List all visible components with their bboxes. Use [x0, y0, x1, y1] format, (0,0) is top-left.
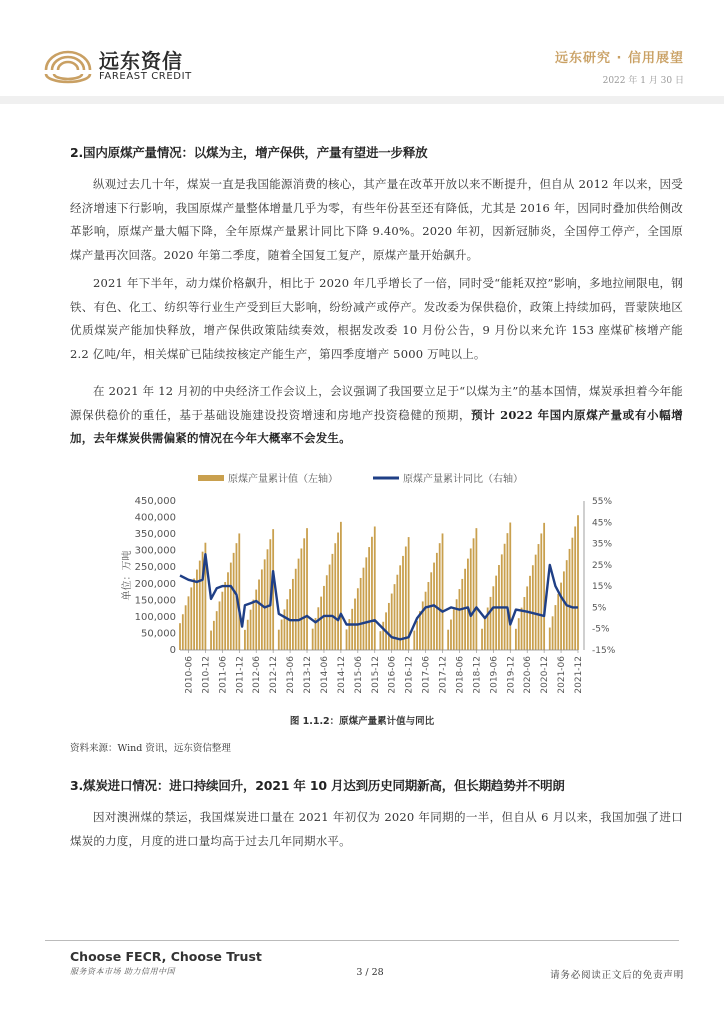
section-2-paragraph-3 — [70, 380, 683, 451]
bar — [371, 537, 373, 650]
x-tick-label: 2015-12 — [370, 656, 381, 694]
bar — [190, 587, 192, 650]
bar — [459, 589, 461, 650]
x-tick-label: 2018-06 — [455, 656, 466, 694]
bar — [250, 610, 252, 650]
bar — [247, 620, 249, 650]
bar — [340, 522, 342, 650]
bar — [264, 559, 266, 650]
bar — [416, 621, 418, 650]
bar — [182, 614, 184, 650]
x-tick-label: 2011-06 — [218, 656, 229, 694]
y-left-axis-title: 单位：万吨 — [122, 550, 133, 601]
bar — [363, 568, 365, 650]
bar — [515, 629, 517, 650]
y-left-tick-label: 200,000 — [134, 578, 176, 590]
bar — [188, 596, 190, 650]
bar — [233, 553, 235, 650]
bar — [504, 544, 506, 650]
bar — [532, 565, 534, 650]
x-tick-label: 2019-12 — [506, 656, 517, 694]
paragraph-text: 在 2021 年 12 月初的中央经济工作会议上，会议强调了我国要立足于“以煤为主”的基本国情，煤炭承担着今年能源保供稳价的重任，基于基础设施建设投资增速和房地产投资稳健的预期， — [70, 384, 683, 422]
bar — [518, 618, 520, 650]
bar — [300, 548, 302, 650]
bar — [453, 609, 455, 650]
y-left-tick-label: 150,000 — [134, 595, 176, 607]
bar — [255, 590, 257, 650]
y-left-tick-label: 250,000 — [134, 562, 176, 574]
bar — [320, 597, 322, 650]
x-tick-label: 2020-12 — [540, 656, 551, 694]
bar — [219, 601, 221, 650]
brand-name-en: FAREAST CREDIT — [99, 71, 192, 82]
y-right-tick-label: 35% — [592, 539, 613, 550]
bar — [394, 584, 396, 650]
brand-name-cn: 远东资信 — [99, 49, 183, 73]
bar — [332, 554, 334, 650]
bar — [470, 548, 472, 650]
bar — [509, 523, 511, 650]
bar — [351, 609, 353, 650]
bar — [323, 586, 325, 650]
bar — [298, 559, 300, 650]
bar — [281, 620, 283, 650]
footer-slogan: Choose FECR, Choose Trust — [70, 949, 262, 964]
legend-bar-label: 原煤产量累计值（左轴） — [228, 474, 338, 485]
y-left-tick-label: 300,000 — [134, 545, 176, 557]
bar — [427, 582, 429, 650]
bar — [382, 622, 384, 650]
x-tick-label: 2020-06 — [523, 656, 534, 694]
bar — [535, 555, 537, 650]
bar — [326, 575, 328, 650]
footer-subslogan: 服务资本市场 助力信用中国 — [70, 967, 176, 976]
footer-divider — [45, 940, 679, 941]
page-header — [0, 0, 724, 104]
bar — [439, 543, 441, 650]
bar — [490, 597, 492, 650]
bar — [475, 528, 477, 650]
bar — [467, 559, 469, 650]
bar — [295, 569, 297, 650]
bar — [577, 515, 579, 650]
bar — [501, 554, 503, 650]
bar — [238, 533, 240, 650]
figure-source: 资料来源：Wind 资讯，远东资信整理 — [70, 743, 231, 754]
bar — [267, 549, 269, 650]
y-left-tick-label: 350,000 — [134, 529, 176, 541]
legend-line-label: 原煤产量累计同比（右轴） — [403, 474, 523, 485]
bar — [312, 629, 314, 650]
y-right-tick-label: 15% — [592, 582, 613, 593]
bar — [557, 594, 559, 650]
bar — [317, 607, 319, 650]
header-divider — [0, 96, 724, 104]
bar — [374, 526, 376, 650]
x-tick-label: 2021-06 — [557, 656, 568, 694]
bar — [399, 565, 401, 650]
bar — [425, 592, 427, 650]
bar — [560, 583, 562, 650]
y-right-tick-label: -5% — [592, 624, 610, 635]
y-right-tick-label: 45% — [592, 518, 613, 529]
bar — [484, 618, 486, 650]
figure-caption: 图 1.1.2：原煤产量累计值与同比 — [289, 716, 435, 727]
section-3-heading: 3.煤炭进口情况：进口持续回升，2021 年 10 月达到历史同期新高，但长期趋势并不明朗 — [70, 778, 565, 793]
bar — [543, 523, 545, 650]
bar — [436, 553, 438, 650]
x-tick-label: 2010-12 — [201, 656, 212, 694]
y-right-tick-label: 5% — [592, 603, 607, 614]
bar — [360, 578, 362, 650]
bar — [199, 561, 201, 650]
bar — [492, 586, 494, 650]
bar — [329, 565, 331, 650]
bar — [380, 631, 382, 650]
x-tick-label: 2018-12 — [472, 656, 483, 694]
x-tick-label: 2019-06 — [489, 656, 500, 694]
bar — [252, 600, 254, 650]
section-2-paragraph-2: 2021 年下半年，动力煤价格飙升，相比于 2020 年几乎增长了一倍，同时受“能耗双控”影响，多地拉闸限电，钢铁、有色、化工、纺织等行业生产受到巨大影响，纷纷减产或停产。发改委为保供稳价，政策上持续加码，晋蒙陕地区优质煤炭产能加快释放，增产保供政策陆续奏效，根据发改委 10 月份公告，9 月份以来允许 153 座煤矿核增产能 2.2 亿吨/年，相关煤矿已陆续按核定产能生产，第四季度增产 5000 万吨以上。 — [70, 276, 683, 361]
section-2-paragraph-1: 纵观过去几十年，煤炭一直是我国能源消费的核心，其产量在改革开放以来不断提升，但自从 2012 年以来，因受经济增速下行影响，我国原煤产量整体增量几乎为零，有些年份甚至还有降低，尤其是 2016 年，因同时叠加供给侧改革影响，原煤产量大幅下降，全年原煤产量累计同比下降 9.40%。2020 年初，因新冠肺炎，全国停工停产，全国原煤产量再次回落。2020 年第二季度，随着全国复工复产，原煤产量开始飙升。 — [70, 177, 683, 262]
section-3-paragraph-1: 因对澳洲煤的禁运，我国煤炭进口量在 2021 年初仅为 2020 年同期的一半，但自从 6 月以来，我国加强了进口煤炭的力度，月度的进口量均高于过去几年同期水平。 — [70, 810, 683, 848]
bar — [244, 630, 246, 650]
x-tick-label: 2012-06 — [252, 656, 263, 694]
bar — [538, 544, 540, 650]
bar — [473, 538, 475, 650]
bar — [456, 599, 458, 650]
x-tick-label: 2013-12 — [303, 656, 314, 694]
bar — [334, 543, 336, 650]
bar — [303, 538, 305, 650]
bar — [346, 629, 348, 650]
bar — [521, 608, 523, 650]
x-tick-label: 2017-12 — [438, 656, 449, 694]
bar — [368, 547, 370, 650]
bar — [193, 578, 195, 650]
bar — [230, 563, 232, 650]
section-2-heading: 2.国内原煤产量情况：以煤为主，增产保供，产量有望进一步释放 — [70, 145, 428, 160]
bar — [507, 533, 509, 650]
x-tick-label: 2013-06 — [286, 656, 297, 694]
bar — [306, 528, 308, 650]
y-left-tick-label: 100,000 — [134, 611, 176, 623]
report-date: 2022 年 1 月 30 日 — [602, 76, 684, 86]
bar — [540, 533, 542, 650]
bar — [447, 630, 449, 650]
x-tick-label: 2014-12 — [336, 656, 347, 694]
y-right-tick-label: 55% — [592, 497, 613, 507]
bar — [442, 533, 444, 650]
x-tick-label: 2021-12 — [574, 656, 584, 694]
bar — [261, 569, 263, 650]
y-left-tick-label: 50,000 — [141, 628, 176, 640]
x-tick-label: 2014-06 — [319, 656, 330, 694]
bar — [430, 572, 432, 650]
bar — [402, 556, 404, 650]
bar — [526, 586, 528, 650]
bar — [227, 572, 229, 650]
x-tick-label: 2017-06 — [421, 656, 432, 694]
bar — [278, 630, 280, 650]
coal-output-chart — [120, 465, 616, 705]
bar — [292, 579, 294, 650]
bar — [365, 557, 367, 650]
x-tick-label: 2011-12 — [235, 656, 246, 694]
x-tick-label: 2012-12 — [269, 656, 280, 694]
bar — [549, 628, 551, 650]
footer-disclaimer: 请务必阅读正文后的免责声明 — [550, 970, 684, 981]
bar — [450, 620, 452, 650]
y-right-tick-label: -15% — [592, 646, 616, 656]
bar — [179, 623, 181, 650]
fareast-credit-logo-icon — [42, 44, 94, 84]
bar — [571, 538, 573, 650]
paragraph-emphasis: 预计 2022 年国内原煤产量或有小幅增加，去年煤炭供需偏紧的情况在今年大概率不会发生。 — [70, 407, 683, 445]
bar — [258, 580, 260, 650]
bar — [337, 533, 339, 650]
bar — [210, 631, 212, 650]
page-number: 3 / 28 — [356, 967, 384, 978]
y-left-tick-label: 400,000 — [134, 512, 176, 524]
x-tick-label: 2015-06 — [353, 656, 364, 694]
legend-bar-swatch — [198, 475, 224, 481]
bar — [221, 592, 223, 650]
bar — [286, 599, 288, 650]
x-tick-label: 2010-06 — [184, 656, 195, 694]
bar — [563, 571, 565, 650]
bar — [413, 631, 415, 650]
y-left-tick-label: 0 — [169, 645, 176, 656]
y-right-tick-label: 25% — [592, 560, 613, 571]
bar — [574, 526, 576, 650]
bar — [461, 579, 463, 650]
bar — [213, 621, 215, 650]
bar — [391, 594, 393, 650]
x-tick-label: 2016-06 — [387, 656, 398, 694]
report-series: 远东研究 · 信用展望 — [555, 51, 684, 66]
bar — [357, 588, 359, 650]
bar — [495, 576, 497, 650]
bar — [569, 549, 571, 650]
bar — [555, 605, 557, 650]
bar — [552, 616, 554, 650]
x-tick-label: 2016-12 — [404, 656, 415, 694]
bar — [224, 582, 226, 650]
bar — [481, 629, 483, 650]
y-left-tick-label: 450,000 — [134, 496, 176, 507]
bar — [185, 605, 187, 650]
bar — [523, 597, 525, 650]
bar — [388, 603, 390, 650]
bar — [216, 611, 218, 650]
bar — [405, 547, 407, 650]
